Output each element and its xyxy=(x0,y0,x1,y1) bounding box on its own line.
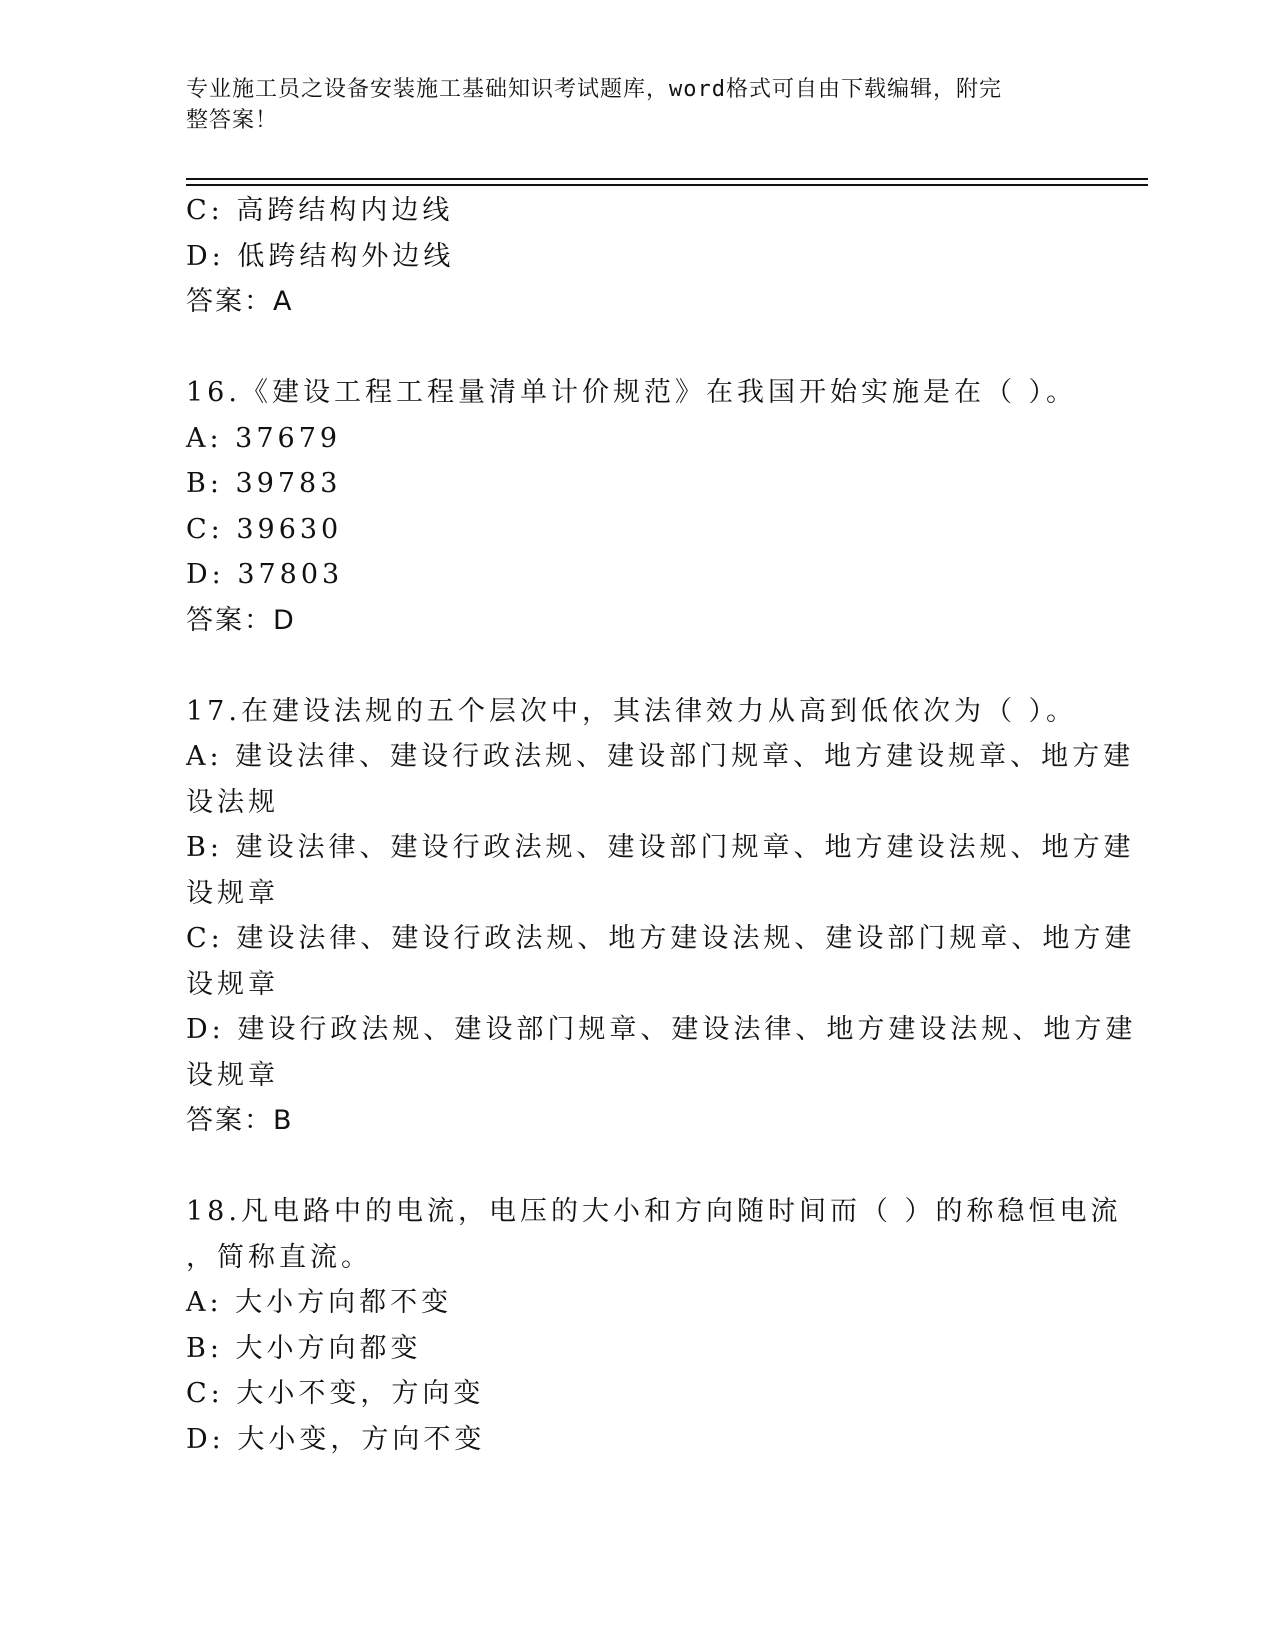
header-divider-top xyxy=(186,178,1148,180)
question-17 xyxy=(186,689,1137,1144)
question-stem: 16.《建设工程工程量清单计价规范》在我国开始实施是在（ ）。 xyxy=(186,377,1078,408)
answer: 答案：B xyxy=(186,1105,294,1136)
header-line-1: 专业施工员之设备安装施工基础知识考试题库，word格式可自由下载编辑，附完 xyxy=(186,77,1002,102)
option-d-cont: 设规章 xyxy=(186,1059,279,1091)
option-b: B: 建设法律、建设行政法规、建设部门规章、地方建设法规、地方建 xyxy=(186,832,1135,863)
spacer xyxy=(186,643,1086,689)
question-18 xyxy=(186,1189,1122,1462)
option-a: A: 大小方向都不变 xyxy=(186,1287,453,1318)
header-line-2: 整答案！ xyxy=(186,108,279,133)
option-c: C: 大小不变，方向变 xyxy=(186,1378,485,1409)
question-15-tail xyxy=(186,188,1086,325)
option-c-cont: 设规章 xyxy=(186,968,279,1000)
option-d: D: 低跨结构外边线 xyxy=(186,240,455,272)
option-a-cont: 设法规 xyxy=(186,786,279,818)
header-divider-bottom xyxy=(186,184,1148,186)
question-stem: 18.凡电路中的电流，电压的大小和方向随时间而（ ）的称稳恒电流 xyxy=(186,1196,1122,1227)
question-stem: 17.在建设法规的五个层次中，其法律效力从高到低依次为（ ）。 xyxy=(186,695,1078,727)
spacer xyxy=(186,325,1086,371)
option-c: C: 高跨结构内边线 xyxy=(186,195,454,226)
option-b: B: 大小方向都变 xyxy=(186,1332,422,1364)
option-d: D: 建设行政法规、建设部门规章、建设法律、地方建设法规、地方建 xyxy=(186,1014,1137,1045)
option-b: B: 39783 xyxy=(186,468,342,499)
answer: 答案：A xyxy=(186,286,294,317)
option-d: D: 大小变，方向不变 xyxy=(186,1423,486,1455)
option-a: A: 建设法律、建设行政法规、建设部门规章、地方建设规章、地方建 xyxy=(186,741,1135,772)
option-a: A: 37679 xyxy=(186,422,342,454)
option-c: C: 39630 xyxy=(186,513,343,545)
option-b-cont: 设规章 xyxy=(186,877,279,909)
answer: 答案：D xyxy=(186,604,296,636)
spacer xyxy=(186,1144,1086,1190)
question-16 xyxy=(186,370,1086,643)
document-header xyxy=(186,74,1066,136)
question-list xyxy=(186,188,1137,1462)
option-c: C: 建设法律、建设行政法规、地方建设法规、建设部门规章、地方建 xyxy=(186,923,1136,954)
question-stem-cont: ，简称直流。 xyxy=(186,1241,372,1273)
option-d: D: 37803 xyxy=(186,559,344,590)
